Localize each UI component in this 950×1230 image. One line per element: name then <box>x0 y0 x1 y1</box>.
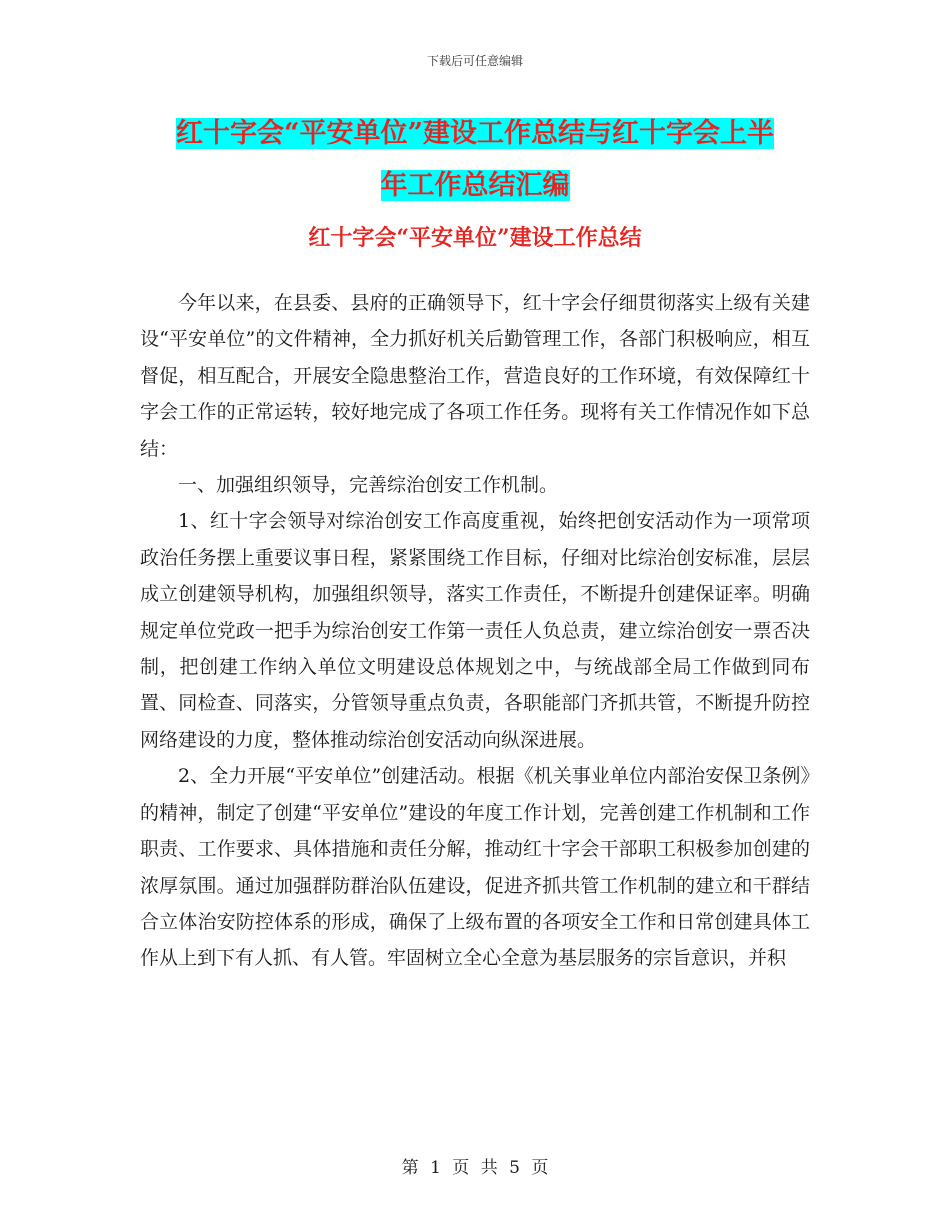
paragraph: 今年以来，在县委、县府的正确领导下，红十字会仔细贯彻落实上级有关建设“平安单位”的文件精神，全力抓好机关后勤管理工作，各部门积极响应，相互督促，相互配合，开展安全隐患整治工作，营造良好的工作环境，有效保障红十字会工作的正常运转，较好地完成了各项工作任务。现将有关工作情况作如下总结： <box>140 292 810 460</box>
header-note: 下载后可任意编辑 <box>426 54 523 68</box>
document-title-line1: 红十字会“平安单位”建设工作总结与红十字会上半 <box>175 118 775 149</box>
document-title-line2: 年工作总结汇编 <box>380 170 570 201</box>
paragraph: 2、全力开展“平安单位”创建活动。根据《机关事业单位内部治安保卫条例》的精神，制定了创建“平安单位”建设的年度工作计划，完善创建工作机制和工作职责、工作要求、具体措施和责任分解，推动红十字会干部职工积极参加创建的浓厚氛围。通过加强群防群治队伍建设，促进齐抓共管工作机制的建立和干群结合立体治安防控体系的形成，确保了上级布置的各项安全工作和日常创建具体工作从上到下有人抓、有人管。牢固树立全心全意为基层服务的宗旨意识，并积 <box>140 765 810 970</box>
body-text <box>140 285 810 977</box>
paragraph: 1、红十字会领导对综治创安工作高度重视，始终把创安活动作为一项常项政治任务摆上重要议事日程，紧紧围绕工作目标，仔细对比综治创安标准，层层成立创建领导机构，加强组织领导，落实工作责任，不断提升创建保证率。明确规定单位党政一把手为综治创安工作第一责任人负总责，建立综治创安一票否决制，把创建工作纳入单位文明建设总体规划之中，与统战部全局工作做到同布置、同检查、同落实，分管领导重点负责，各职能部门齐抓共管，不断提升防控网络建设的力度，整体推动综治创安活动向纵深进展。 <box>140 510 810 751</box>
paragraph: 一、加强组织领导，完善综治创安工作机制。 <box>178 474 559 497</box>
document-title <box>140 108 810 212</box>
page-footer: 第 1 页 共 5 页 <box>401 1158 549 1178</box>
section-title: 红十字会“平安单位”建设工作总结 <box>308 225 642 251</box>
